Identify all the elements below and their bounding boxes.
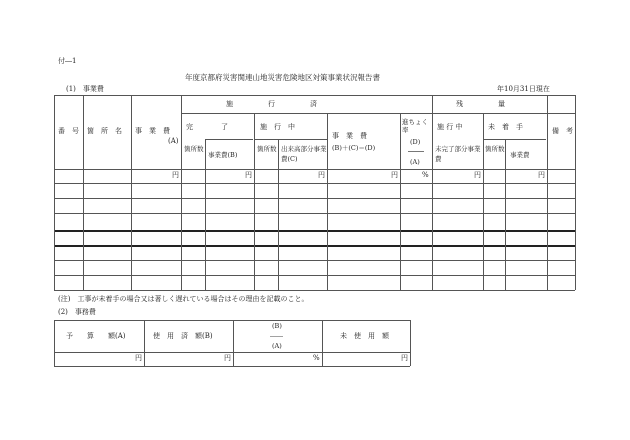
header-completed: 完 了	[186, 123, 228, 131]
header-rem-in-progress: 施 行 中	[437, 123, 463, 131]
header-progress-a: (A)	[410, 158, 420, 166]
unit-cost-total: 円	[391, 171, 398, 179]
header-rem-cost: 事業費	[510, 151, 530, 159]
header-budget: 予 算 額(A)	[66, 332, 126, 340]
unit-cost-b: 円	[245, 171, 252, 179]
header-remaining: 残 量	[456, 100, 505, 108]
header-executed: 施 行 済	[226, 100, 317, 108]
unit-project-cost: 円	[172, 171, 179, 179]
section1-label: (1) 事業費	[66, 85, 104, 93]
unit-unfinished-cost: 円	[474, 171, 481, 179]
unit-used: 円	[224, 354, 231, 362]
header-progress-d: (D)	[410, 138, 421, 146]
header-ratio-b: (B)	[272, 322, 282, 330]
document-title: 年度京都府災害関連山地災害危険地区対策事業状況報告書	[185, 73, 380, 82]
header-notes: 備 考	[552, 127, 573, 135]
attachment-label: 付―1	[58, 57, 77, 65]
progress-fraction-line	[408, 151, 424, 152]
header-done-part-cost: 出来高部分事業費(C)	[281, 145, 327, 163]
header-count: 箇所数	[184, 145, 204, 153]
unit-budget: 円	[135, 354, 142, 362]
header-cost-b: 事業費(B)	[208, 151, 238, 159]
header-count-2: 箇所数	[257, 145, 277, 153]
header-unfinished-part-cost: 未完了部分事業費	[435, 145, 481, 163]
header-ratio-a: (A)	[272, 342, 282, 350]
header-used: 使 用 済 額(B)	[153, 332, 213, 340]
header-location: 箇 所 名	[87, 127, 122, 135]
section2-label: (2) 事務費	[58, 308, 96, 316]
header-number: 番 号	[58, 127, 79, 135]
header-cost-total: 事 業 費	[332, 132, 367, 140]
as-of-date: 年10月31日現在	[497, 85, 550, 93]
unit-unused: 円	[401, 354, 408, 362]
header-unused: 未 使 用 額	[340, 332, 389, 340]
note-text: (注) 工事が未着手の場合又は著しく遅れている場合はその理由を記載のこと。	[58, 295, 309, 303]
header-progress-rate: 進ちょく率	[402, 118, 428, 135]
header-project-cost: 事 業 費	[135, 127, 170, 135]
unit-ratio: %	[313, 354, 320, 362]
unit-rem-cost: 円	[538, 171, 545, 179]
header-project-cost-sub: (A)	[168, 137, 179, 145]
header-rem-not-started: 未 着 手	[488, 123, 523, 131]
header-cost-formula: (B)＋(C)＝(D)	[332, 144, 376, 152]
header-rem-count: 箇所数	[485, 145, 505, 153]
header-in-progress: 施 行 中	[260, 123, 295, 131]
unit-progress-rate: %	[422, 171, 429, 179]
header-ratio-line: ――	[270, 332, 283, 340]
unit-done-part-cost: 円	[318, 171, 325, 179]
